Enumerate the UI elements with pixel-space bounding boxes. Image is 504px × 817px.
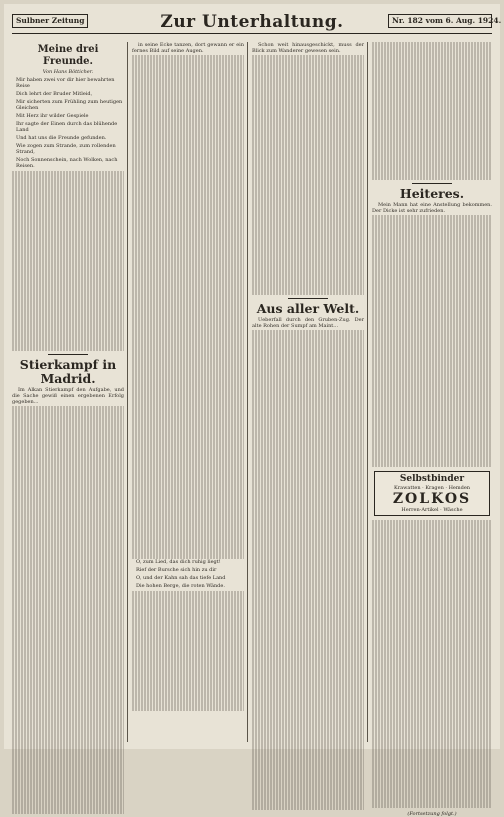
ad-brand: ZOLKOS: [392, 490, 472, 507]
section-heading: Heiteres.: [399, 185, 465, 201]
poem-author: Von Hans Bötticher.: [42, 69, 94, 75]
poem-line: O, und der Kahn sah das tiefe Land: [136, 575, 226, 581]
separator: [48, 354, 88, 355]
column-2: [132, 42, 244, 742]
masthead: [12, 12, 502, 34]
section-title: Zur Unterhaltung.: [160, 12, 344, 32]
poem-line: Wie zogen zum Strande, zum rollenden Strand,: [16, 143, 116, 155]
poem-title: Meine drei Freunde.: [37, 44, 99, 67]
ad-line: Herren-Artikel · Wäsche: [401, 506, 463, 513]
column-3: [252, 42, 364, 742]
poem-line: Die hohen Berge, die roten Wände.: [136, 583, 225, 589]
column-divider: [247, 42, 248, 742]
advertisement: [374, 471, 490, 516]
poem-line: Dich lehrt der Bruder Mitleid,: [16, 91, 93, 97]
article-title: Aus aller Welt.: [256, 300, 360, 316]
poem-line: Noch Sonnenschein, nach Wolken, nach Reisen.: [16, 157, 118, 169]
article-title: Stierkampf in Madrid.: [19, 356, 117, 386]
poem-line: Mit Herz ihr wilder Gespiele: [16, 113, 89, 119]
column-divider: [367, 42, 368, 742]
ad-title: Selbstbinder: [399, 473, 465, 484]
column-1: [12, 42, 124, 742]
column-intro: Schon weit hinausgeschickt, muss der Blick zum Wanderer gewesen sein.: [252, 42, 364, 54]
column-divider: [127, 42, 128, 742]
separator: [412, 183, 452, 184]
poem-line: Rief der Bursche sich hin zu dir: [136, 567, 217, 573]
poem-line: Mir haben zwei vor dir hier bewahrten Reise: [16, 77, 115, 89]
column-4: [372, 42, 492, 817]
article-intro: Im Alkan Stierkampf den Aufgabe, und die Sache gewiß einen ergebenen Erfolg gegeben...: [12, 386, 124, 405]
poem-line: Ihr sagte der Einen durch das blühende Land: [16, 121, 118, 133]
column-intro: in seine Ecke tanzen, dort gewann er ein fernes Bild auf seine Augen.: [132, 42, 244, 54]
newspaper-name: Sulbner Zeitung: [12, 14, 88, 28]
poem-line: Mir sicherten zum Frühling zum heutigen Gleichen: [16, 99, 123, 111]
poem-line: Und hat uns die Freunde gefunden.: [16, 135, 107, 141]
poem-line: O, zum Lied, das dich ruhig liegt!: [136, 559, 221, 565]
article-subtitle: Ueberfall durch den Gruben-Zug. Der alte Rohen der Sumpf am Maint...: [252, 316, 364, 329]
newspaper-page: [4, 4, 502, 817]
issue-number-date: Nr. 182 vom 6. Aug. 1924.: [388, 14, 492, 28]
separator: [288, 298, 328, 299]
continuation-note: (Fortsetzung folgt.): [407, 810, 457, 817]
section-intro: Mein Mann hat eine Anstellung bekommen. Der Dicke ist sehr zufrieden.: [372, 201, 492, 214]
ad-subtitle: Krawatten · Kragen · Hemden: [393, 484, 471, 491]
